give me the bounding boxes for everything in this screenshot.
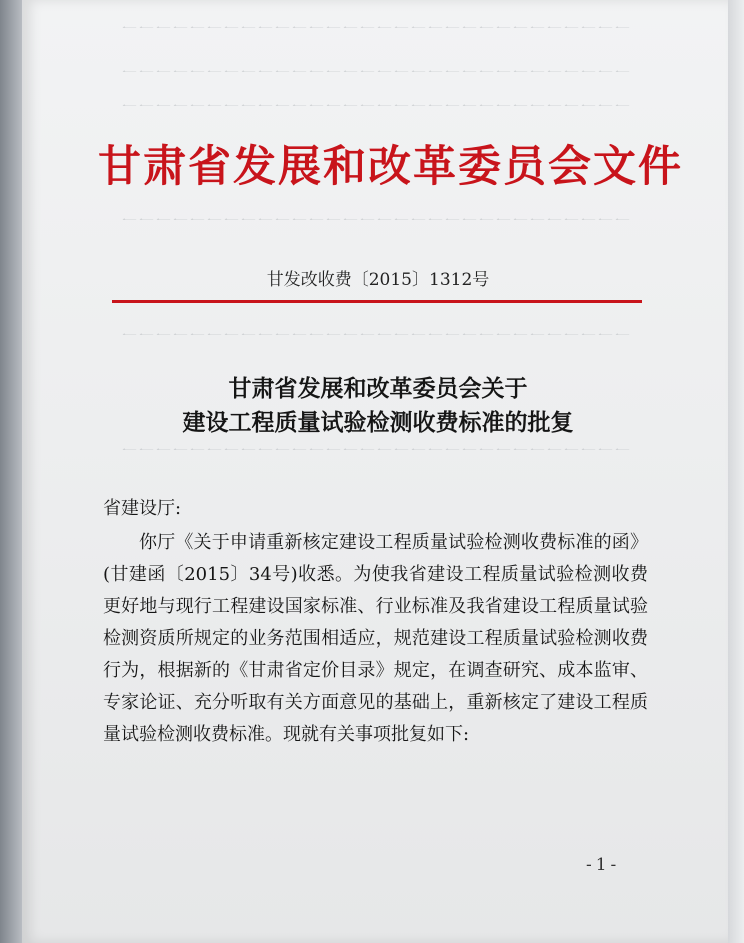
bleed-through-texture: 一一一一一一一一一一一一一一一一一一一一一一一一一一一一一一 [119,64,630,82]
addressee: 省建设厅: [103,498,182,519]
document-title-line1: 甘肃省发展和改革委员会关于 [228,375,528,402]
red-divider-line [112,300,642,303]
document-header: 甘肃省发展和改革委员会文件 [98,142,683,192]
bleed-through-texture: 一一一一一一一一一一一一一一一一一一一一一一一一一一一一一一 [119,20,630,38]
body-paragraph: 你厅《关于申请重新核定建设工程质量试验检测收费标准的函》(甘建函〔2015〕34号)收悉。为使我省建设工程质量试验检测收费更好地与现行工程建设国家标准、行业标准及我省建设工程质量试验检测资质所规定的业务范围相适应，规范建设工程质量试验检测收费行为，根据新的《甘肃省定价目录》规定，在调查研究、成本监审、专家论证、充分听取有关方面意见的基础上，重新核定了建设工程质量试验检测收费标准。现就有关事项批复如下: [103,532,648,745]
page-right-edge [728,0,744,943]
page-number: -1- [586,855,621,875]
bleed-through-texture: 一一一一一一一一一一一一一一一一一一一一一一一一一一一一一一 [119,442,630,460]
document-title-line2: 建设工程质量试验检测收费标准的批复 [182,409,574,436]
document-number: 甘发改收费〔2015〕1312号 [266,270,490,290]
bleed-through-texture: 一一一一一一一一一一一一一一一一一一一一一一一一一一一一一一 [119,327,630,345]
bleed-through-texture: 一一一一一一一一一一一一一一一一一一一一一一一一一一一一一一 [119,98,630,116]
bleed-through-texture: 一一一一一一一一一一一一一一一一一一一一一一一一一一一一一一 [119,212,630,230]
page-left-edge-shadow [0,0,22,943]
